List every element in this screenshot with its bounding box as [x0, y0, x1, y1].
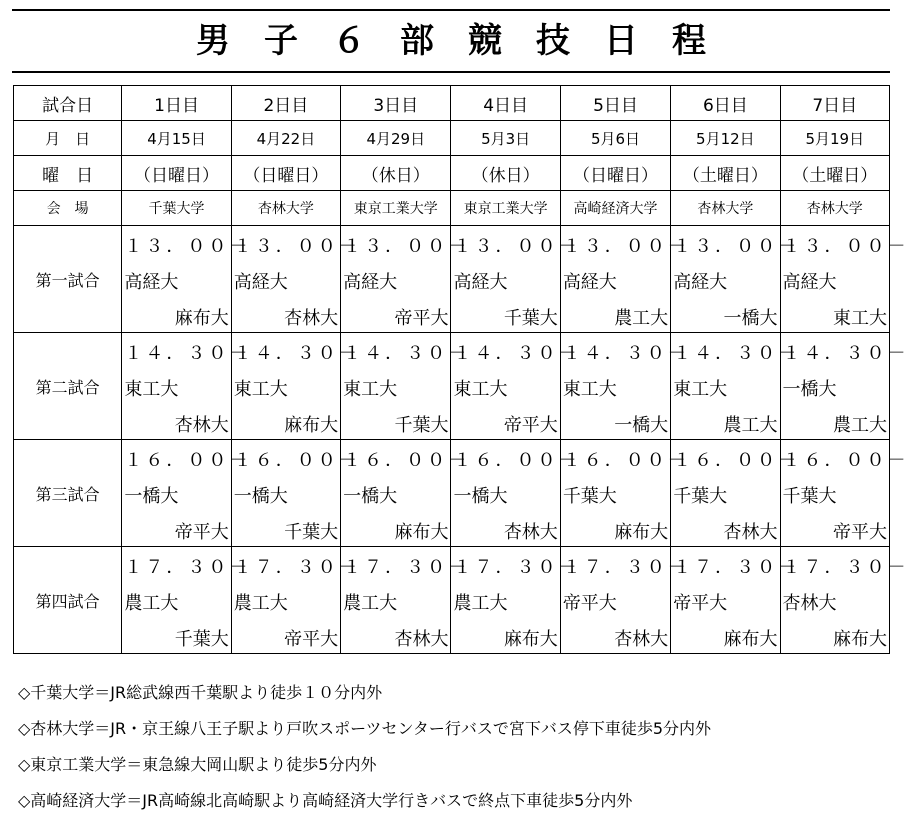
game-cell [671, 547, 800, 654]
game-time: １４．３０－ [673, 343, 800, 364]
home-team: 帝平大 [562, 593, 617, 614]
away-team: 帝平大 [503, 415, 558, 436]
game-time: １３．００－ [782, 236, 909, 257]
game-time: １６．００－ [782, 450, 909, 471]
home-team: 一橋大 [124, 486, 179, 507]
away-team: 千葉大 [284, 522, 339, 543]
game-cell [560, 226, 689, 333]
game-time: １７．３０－ [562, 557, 689, 578]
match-row-1 [14, 226, 890, 333]
weekday-cell: （土曜日） [671, 156, 780, 191]
away-team: 杏林大 [174, 415, 229, 436]
day-cell: 2日目 [231, 86, 340, 121]
game-cell [451, 440, 580, 547]
day-cell: 6日目 [671, 86, 780, 121]
game-cell [122, 333, 251, 440]
game-cell [780, 440, 909, 547]
game-cell [451, 547, 580, 654]
match-label: 第一試合 [14, 226, 122, 333]
away-team: 農工大 [723, 415, 778, 436]
away-team: 杏林大 [394, 629, 449, 650]
game-time: １３．００－ [124, 236, 251, 257]
away-team: 杏林大 [723, 522, 778, 543]
game-cell [451, 226, 580, 333]
game-cell [122, 547, 251, 654]
away-team: 一橋大 [723, 308, 778, 329]
note-kyorin: ◇杏林大学＝JR・京王線八王子駅より戸吹スポーツセンター行バスで宮下バス停下車徒歩5分内外 [18, 719, 712, 738]
match-row-3 [14, 440, 890, 547]
match-row-4 [14, 547, 890, 654]
home-team: 農工大 [453, 593, 508, 614]
weekday-cell: （日曜日） [122, 156, 231, 191]
game-time: １６．００－ [343, 450, 470, 471]
date-cell: 4月15日 [122, 121, 231, 156]
game-time: １３．００－ [453, 236, 580, 257]
game-cell [341, 333, 470, 440]
home-team: 高経大 [782, 272, 837, 293]
game-time: １７．３０－ [453, 557, 580, 578]
match-label: 第四試合 [14, 547, 122, 654]
day-cell: 3日目 [341, 86, 451, 121]
home-team: 高経大 [124, 272, 179, 293]
date-cell: 5月12日 [671, 121, 780, 156]
game-time: １７．３０－ [782, 557, 909, 578]
home-team: 東工大 [673, 379, 728, 400]
away-team: 杏林大 [284, 308, 339, 329]
weekday-row [14, 156, 890, 191]
game-time: １３．００－ [343, 236, 470, 257]
game-time: １４．３０－ [233, 343, 360, 364]
row-label-match-day: 試合日 [14, 86, 122, 121]
date-row [14, 121, 890, 156]
game-cell [341, 226, 470, 333]
game-cell [122, 440, 251, 547]
game-time: １４．３０－ [782, 343, 909, 364]
home-team: 農工大 [343, 593, 398, 614]
game-time: １６．００－ [453, 450, 580, 471]
weekday-cell: （土曜日） [780, 156, 889, 191]
note-tokyo-tech: ◇東京工業大学＝東急線大岡山駅より徒歩5分内外 [18, 755, 377, 774]
match-label: 第二試合 [14, 333, 122, 440]
game-time: １６．００－ [562, 450, 689, 471]
date-cell: 5月19日 [780, 121, 889, 156]
note-takasaki: ◇高崎経済大学＝JR高崎線北高崎駅より高崎経済大学行きバスで終点下車徒歩5分内外 [18, 791, 633, 810]
away-team: 農工大 [614, 308, 669, 329]
venue-cell: 杏林大学 [231, 191, 340, 226]
weekday-cell: （日曜日） [231, 156, 340, 191]
game-time: １６．００－ [673, 450, 800, 471]
day-cell: 7日目 [780, 86, 889, 121]
venue-cell: 東京工業大学 [341, 191, 451, 226]
game-cell [560, 333, 689, 440]
schedule-table [13, 85, 909, 654]
game-cell [451, 333, 580, 440]
game-cell [231, 333, 360, 440]
day-cell: 4日目 [451, 86, 560, 121]
game-time: １６．００－ [233, 450, 360, 471]
row-label-date: 月 日 [14, 121, 122, 156]
home-team: 帝平大 [673, 593, 728, 614]
venue-cell: 千葉大学 [122, 191, 231, 226]
game-time: １４．３０－ [124, 343, 251, 364]
home-team: 高経大 [343, 272, 398, 293]
home-team: 一橋大 [782, 379, 837, 400]
game-cell [671, 226, 800, 333]
game-cell [560, 440, 689, 547]
venue-cell: 杏林大学 [671, 191, 780, 226]
note-chiba: ◇千葉大学＝JR総武線西千葉駅より徒歩１０分内外 [18, 683, 383, 702]
date-cell: 4月29日 [341, 121, 451, 156]
home-team: 杏林大 [782, 593, 837, 614]
home-team: 高経大 [453, 272, 508, 293]
home-team: 東工大 [562, 379, 617, 400]
away-team: 杏林大 [503, 522, 558, 543]
row-label-venue: 会 場 [14, 191, 122, 226]
away-team: 千葉大 [394, 415, 449, 436]
weekday-cell: （日曜日） [560, 156, 670, 191]
away-team: 帝平大 [284, 629, 339, 650]
home-team: 千葉大 [562, 486, 617, 507]
away-team: 杏林大 [614, 629, 669, 650]
date-cell: 5月3日 [451, 121, 560, 156]
venue-cell: 杏林大学 [780, 191, 889, 226]
game-cell [780, 333, 909, 440]
away-team: 東工大 [833, 308, 887, 329]
home-team: 農工大 [233, 593, 288, 614]
game-time: １３．００－ [233, 236, 360, 257]
game-time: １４．３０－ [453, 343, 580, 364]
home-team: 東工大 [343, 379, 398, 400]
match-label: 第三試合 [14, 440, 122, 547]
game-cell [341, 440, 470, 547]
game-cell [560, 547, 689, 654]
venue-cell: 東京工業大学 [451, 191, 560, 226]
venue-row [14, 191, 890, 226]
game-cell [231, 440, 360, 547]
game-time: １７．３０－ [343, 557, 470, 578]
game-cell [780, 547, 909, 654]
away-team: 麻布大 [174, 308, 229, 329]
home-team: 東工大 [453, 379, 508, 400]
away-team: 帝平大 [394, 308, 449, 329]
away-team: 農工大 [833, 415, 887, 436]
away-team: 帝平大 [833, 522, 887, 543]
weekday-cell: （休日） [451, 156, 560, 191]
date-cell: 5月6日 [560, 121, 670, 156]
match-day-row [14, 86, 890, 121]
date-cell: 4月22日 [231, 121, 340, 156]
home-team: 高経大 [233, 272, 288, 293]
row-label-weekday: 曜 日 [14, 156, 122, 191]
away-team: 麻布大 [614, 522, 669, 543]
home-team: 一橋大 [233, 486, 288, 507]
away-team: 麻布大 [723, 629, 778, 650]
home-team: 千葉大 [782, 486, 837, 507]
game-cell [231, 226, 360, 333]
away-team: 麻布大 [503, 629, 558, 650]
home-team: 高経大 [673, 272, 728, 293]
day-cell: 5日目 [560, 86, 670, 121]
game-cell [231, 547, 360, 654]
away-team: 麻布大 [833, 629, 887, 650]
home-team: 一橋大 [453, 486, 508, 507]
game-cell [671, 333, 800, 440]
game-time: １４．３０－ [562, 343, 689, 364]
home-team: 千葉大 [673, 486, 728, 507]
home-team: 東工大 [124, 379, 179, 400]
game-time: １３．００－ [673, 236, 800, 257]
weekday-cell: （休日） [341, 156, 451, 191]
away-team: 一橋大 [614, 415, 669, 436]
game-time: １４．３０－ [343, 343, 470, 364]
home-team: 農工大 [124, 593, 179, 614]
away-team: 帝平大 [174, 522, 229, 543]
game-time: １６．００－ [124, 450, 251, 471]
away-team: 麻布大 [394, 522, 449, 543]
home-team: 東工大 [233, 379, 288, 400]
home-team: 一橋大 [343, 486, 398, 507]
game-time: １３．００－ [562, 236, 689, 257]
page-title: 男子６部競技日程 [196, 21, 740, 61]
game-cell [780, 226, 909, 333]
day-cell: 1日目 [122, 86, 231, 121]
away-team: 千葉大 [503, 308, 558, 329]
game-cell [671, 440, 800, 547]
match-row-2 [14, 333, 890, 440]
title-banner [12, 9, 890, 73]
game-cell [122, 226, 251, 333]
away-team: 麻布大 [284, 415, 339, 436]
game-time: １７．３０－ [233, 557, 360, 578]
game-cell [341, 547, 470, 654]
venue-access-notes [18, 682, 888, 826]
venue-cell: 高崎経済大学 [560, 191, 670, 226]
game-time: １７．３０－ [124, 557, 251, 578]
home-team: 高経大 [562, 272, 617, 293]
away-team: 千葉大 [174, 629, 229, 650]
game-time: １７．３０－ [673, 557, 800, 578]
